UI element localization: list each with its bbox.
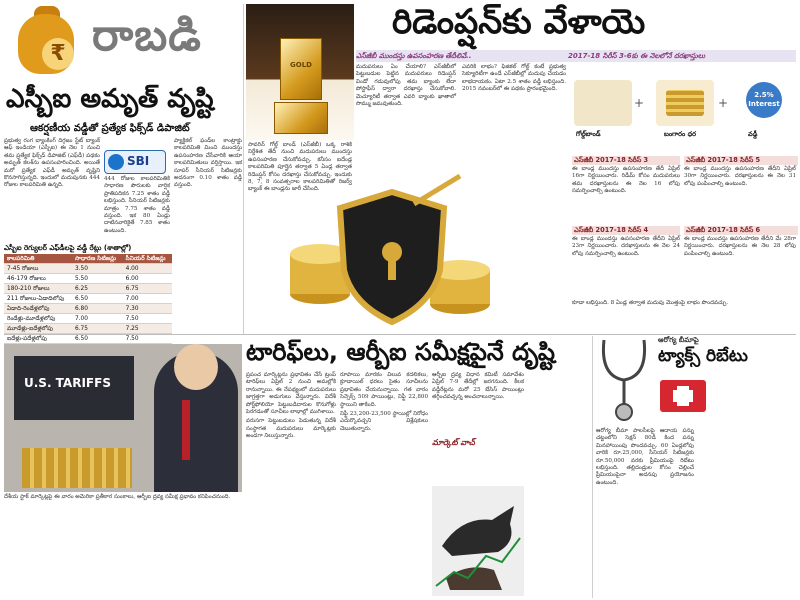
series-3-text: ఈ బాండ్ల ముందస్తు ఉపసంహరణ తేదీ ఏప్రిల్ 16గా నిర్ణయించారు. రిడీమ్ కోసం మదుపరులు తమ దరఖాస్తులను ఈ నెల 16 లోపు సమర్పించాల్సి ఉంటుంది. (572, 166, 680, 195)
rate-general: 6.25 (72, 284, 123, 294)
rate-senior: 7.25 (123, 324, 172, 334)
tariff-paragraph-1b: వరుసగా పెట్టుబడులు పెడుతున్న విదేశీ సంస్థాగత మదుపరులు మార్కెట్లకు అండగా నిలుస్తున్నారు. (246, 418, 336, 440)
rates-table-wrap (4, 254, 172, 344)
gold-paragraph-c: ఎవరికి లాభం? ఫిజికల్ గోల్డ్ కంటే ప్రభుత్వ సెక్యూరిటీగా ఉండే ఎస్‌జీబీల్లో మదుపు చేయడం లాభదాయకం. ఏటా 2.5 శాతం వడ్డీ లభిస్తుంది. 2015 నవంబర్‌లో ఈ పథకం ప్రారంభమైంది. (462, 64, 566, 93)
sbi-logo (104, 150, 166, 174)
rate-tenure: మూడేళ్లు-ఐదేళ్లలోపు (4, 324, 72, 334)
health-col-2 (708, 416, 798, 598)
rate-senior: 7.30 (123, 304, 172, 314)
sbi-body-3 (174, 138, 242, 318)
tariff-board-text: U.S. TARIFFS (24, 376, 111, 390)
rates-header-general: సాధారణ సిటిజన్లు (72, 254, 123, 264)
gold-box-icon (274, 102, 328, 134)
rate-senior: 7.00 (123, 294, 172, 304)
series-3-title: ఎస్‌జీబీ 2017-18 సిరీస్ 3 (572, 156, 680, 165)
rate-senior: 7.50 (123, 334, 172, 344)
rate-general: 5.50 (72, 274, 123, 284)
gold-paragraph-a: సావరిన్ గోల్డ్ బాండ్ (ఎస్‌జీబీ) ఒక్క రాశికి నిర్దేశిత తేదీ నుంచి మదుపరులు ముందస్తు ఉపసంహరణ చేసుకోవచ్చు. కనీసం ఐదేండ్ల కాలపరిమితి పూర్తైన తర్వాత 5 ఏండ్ల తర్వాత రిడెంప్షన్ కోసం దరఖాస్తు చేసుకోవచ్చు. ఇందుకు 8, 7, 8 సంవత్సరాల కాలపరిమితితో రిజర్వ్ బ్యాంక్ ఈ బాండ్లను జారీ చేసింది. (248, 142, 352, 193)
table-row (4, 264, 172, 274)
tariff-col-3 (432, 372, 524, 436)
rate-tenure: ఏడాది-రెండేళ్లలోపు (4, 304, 72, 314)
table-row (4, 304, 172, 314)
interest-icon (734, 80, 792, 126)
series-4-title: ఎస్‌జీబీ 2017-18 సిరీస్ 4 (572, 226, 680, 235)
rate-tenure: రెండేళ్లు-మూడేళ్లలోపు (4, 314, 72, 324)
gold-paragraph-b: మదుపరులు ఏం చేయాలి? ఎస్‌జీబీలో పెట్టుబడుల పెట్టిన మదుపరులు రిడెంప్షన్ విండో గడువులోపు తమ బ్యాంకు లేదా పోస్టాఫీస్ ద్వారా దరఖాస్తు చేసుకోవాలి. మెచ్యూరిటీ తర్వాత ఎవరి బ్యాంకు ఖాతాలో సొమ్ము జమవుతుంది. (356, 64, 456, 108)
health-headline: ట్యాక్స్ రిబేటు (658, 346, 748, 366)
gold-col-b (356, 64, 456, 174)
coin-stack-icon (22, 448, 132, 488)
sbi-keyhole-icon (108, 154, 124, 170)
rate-general: 6.75 (72, 324, 123, 334)
tariff-caption: దేశీయ స్టాక్ మార్కెట్లపై ఈ వారం అమెరికా ప్రతీకార సుంకాలు, ఆర్బీఐ ద్రవ్య సమీక్ష ప్రభావం కనిపించనుంది. (4, 494, 231, 500)
series-6-text: ఈ బాండ్ల ముందస్తు ఉపసంహరణ తేదీని మే 28గా నిర్ణయించారు. దరఖాస్తులను ఈ నెల 28 లోపు పంపించాల్సి ఉంటుంది. (684, 236, 796, 257)
table-row (4, 294, 172, 304)
icon-label-bond: గోల్డ్‌బాండ్ (576, 130, 601, 138)
tariff-col-2 (340, 372, 428, 598)
rates-header-row (4, 254, 172, 264)
table-row (4, 314, 172, 324)
series-6-title: ఎస్‌జీబీ 2017-18 సిరీస్ 6 (684, 226, 798, 235)
stethoscope-image (594, 336, 658, 426)
bull-bear-image (432, 486, 524, 596)
tariff-col-1 (246, 372, 336, 598)
series-5-text: ఈ బాండ్ల ముందస్తు ఉపసంహరణ తేదీని ఏప్రిల్ 30గా నిర్ణయించారు. దరఖాస్తులను ఈ నెల 31 లోపు పంపించాల్సి ఉంటుంది. (684, 166, 796, 187)
tie-icon (182, 400, 190, 460)
sbi-subheadline: ఆకర్షణీయ వడ్డీతో ప్రత్యేక ఫిక్స్‌డ్ డిపాజిట్ (30, 123, 190, 134)
gold-footer-note: కూడా లభిస్తుంది. 8 ఏండ్ల తర్వాత మదుపు మొత్తంపై లాభం పొందవచ్చు. (572, 300, 728, 306)
plus-icon: + (634, 96, 645, 110)
trump-face (174, 344, 218, 390)
money-bag-rupee-icon: ₹ (18, 14, 74, 74)
rate-general: 3.50 (72, 264, 123, 274)
gold-coins-icon (656, 80, 714, 126)
sbi-body-2 (104, 176, 170, 242)
rate-general: 6.50 (72, 334, 123, 344)
table-row (4, 284, 172, 294)
rate-tenure: 7-45 రోజులు (4, 264, 72, 274)
rates-table-title: ఎస్బీఐ రెగ్యులర్ ఎఫ్‌డీలపై వడ్డీ రేట్లు (శాతాల్లో) (4, 244, 242, 254)
series-5-title: ఎస్‌జీబీ 2017-18 సిరీస్ 5 (684, 156, 798, 165)
tariff-headline: టారిఫ్‌లు, ఆర్బీఐ సమీక్షపైనే దృష్టి (246, 338, 556, 366)
tariff-col-4 (528, 372, 590, 598)
icon-label-gold-price: బంగారం ధర (664, 130, 697, 138)
tariff-paragraph-3: ఆర్బీఐ ద్రవ్య విధాన కమిటీ సమావేశం ఏప్రిల్ 7-9 తేదీల్లో జరగనుంది. కీలక వడ్డీరేట్లను మరో 25 బేసిస్ పాయింట్లు తగ్గించవచ్చన్న అంచనాలున్నాయి. (432, 372, 524, 401)
rates-header-senior: సీనియర్ సిటిజన్లు (123, 254, 172, 264)
strap-right: 2017-18 సిరీస్ 3-6కు ఈ నెలలోనే దరఖాస్తులు (568, 52, 706, 60)
key-icon (414, 176, 460, 204)
rate-tenure: 46-179 రోజులు (4, 274, 72, 284)
gold-col-a (248, 142, 352, 193)
rate-senior: 6.75 (123, 284, 172, 294)
strap-left: ఎస్‌జీబీ ముందస్తు ఉపసంహరణ తేదీలివే.. (356, 52, 472, 60)
rate-senior: 7.50 (123, 314, 172, 324)
sbi-headline: ఎస్బీఐ అమృత్ వృష్టి (6, 84, 214, 114)
tariff-board (14, 356, 134, 420)
rate-general: 7.00 (72, 314, 123, 324)
rate-tenure: 211 రోజులు-ఏడాదిలోపు (4, 294, 72, 304)
rate-senior: 4.00 (123, 264, 172, 274)
table-row (4, 324, 172, 334)
tariff-paragraph-2b: నిఫ్టీ 23,200-23,500 స్థాయిల్లో నిరోధం ఎదుర్కొవచ్చని విశ్లేషకులు చెబుతున్నారు. (340, 411, 428, 432)
market-watch-tag: మార్కెట్ వాచ్ (432, 438, 475, 447)
first-aid-kit-icon (660, 380, 706, 412)
tariff-image (4, 344, 242, 492)
masthead-icon (4, 4, 92, 80)
gold-bond-icons (572, 76, 798, 156)
gold-bar-icon (280, 38, 322, 100)
interest-badge: 2.5% Interest (746, 82, 782, 118)
tariff-paragraph-1: ప్రపంచ మార్కెట్లను ప్రభావితం చేసే ట్రంప్ టారిఫ్‌లు ఏప్రిల్ 2 నుంచి అమల్లోకి రానున్నాయి. ఈ నేపథ్యంలో మదుపరులు జాగ్రత్తగా అడుగులు వేస్తున్నారు. విదేశీ పోర్ట్‌ఫోలియో పెట్టుబడిదారుల కొనుగోళ్లు పెరగడంతో సూచీలు లాభాల్లో ముగిశాయి. (246, 372, 336, 416)
gold-bond-headline: రిడెంప్షన్‌కు వేళాయె (392, 2, 646, 42)
gold-bond-strap (356, 50, 796, 62)
gold-handover-image (246, 4, 354, 140)
rates-table (4, 254, 172, 344)
health-title (658, 336, 800, 372)
tariff-paragraph-2: రూపాయి మారకం విలువ కదలికలు, క్రూడాయిల్ ధరలు సైతం సూచీలను ప్రభావితం చేయనున్నాయి. గత వారం సెన్సెక్స్ 509 పాయింట్లు, నిఫ్టీ 22,800 స్థాయిని తాకింది. (340, 372, 428, 408)
sbi-paragraph-2: 444 రోజుల కాలపరిమితికి సాధారణ పౌరులకు వార్షిక ప్రాతిపదికన 7.25 శాతం వడ్డీ లభిస్తుంది. సీనియర్ సిటిజన్లకు మాత్రం 7.75 శాతం వడ్డీ వస్తుంది. ఇక 80 ఏండ్లు దాటినవారికైతే 7.85 శాతం ఉంటుంది. (104, 176, 170, 234)
sbi-paragraph-1: ప్రభుత్వ రంగ బ్యాంకింగ్ దిగ్గజం స్టేట్ బ్యాంక్ ఆఫ్ ఇండియా (ఎస్బీఐ) ఈ నెల 1 నుంచి తమ ప్రత్యేక ఫిక్స్‌డ్ డిపాజిట్ (ఎఫ్‌డీ) పథకం అమృత్ కలశ్‌ను ఉపసంహరించింది. అయితే మరో ప్రత్యేక ఎఫ్‌డీ అమృత్ వృష్టిని కొనసాగిస్తున్నది. ఇందులో మదుపునకు 444 రోజుల కాలపరిమితి ఉన్నది. (4, 138, 100, 189)
bond-certificate-icon (574, 80, 632, 126)
table-row (4, 274, 172, 284)
masthead-title: రాబడి (92, 10, 202, 61)
plus-icon: + (718, 96, 729, 110)
sbi-body-tail (174, 318, 242, 332)
health-col-1 (596, 428, 694, 598)
sbi-body-1 (4, 138, 100, 242)
stethoscope-icon (594, 336, 658, 426)
sbi-paragraph-3: ప్యాక్టికల్ ఫండ్‌ల కాంట్రాక్టు కాలపరిమితి మించి ముందస్తు ఉపసంహరణ చేసేవారికి ఆయా కాలపరిమితులు వర్తిస్తాయి. ఇక సూపర్ సీనియర్ సిటిజన్లకు అదనంగా 0.10 శాతం వడ్డీ వస్తుంది. (174, 138, 242, 189)
rate-tenure: 180-210 రోజులు (4, 284, 72, 294)
gold-bar-label: GOLD (290, 61, 312, 69)
gold-shield-image (284, 174, 500, 330)
rates-header-tenure: కాలపరిమితి (4, 254, 72, 264)
rate-tenure: ఐదేళ్లు-పదేళ్లలోపు (4, 334, 72, 344)
rate-general: 6.50 (72, 294, 123, 304)
icon-label-interest: వడ్డీ (748, 130, 758, 138)
rate-senior: 6.00 (123, 274, 172, 284)
rate-general: 6.80 (72, 304, 123, 314)
sbi-logo-text: SBI (127, 154, 150, 168)
health-kicker: ఆరోగ్య బీమాపై (658, 336, 699, 344)
table-row (4, 334, 172, 344)
health-paragraph: ఆరోగ్య బీమా పాలసీలపై ఆదాయ పన్ను చట్టంలోని సెక్షన్ 80డీ కింద పన్ను మినహాయింపు పొందవచ్చు. 60 ఏండ్లలోపు వారికి రూ.25,000, సీనియర్ సిటిజన్లకు రూ.50,000 వరకు ప్రీమియంపై రిబేటు లభిస్తుంది. తల్లిదండ్రుల కోసం చెల్లించే ప్రీమియంపైనా అదనపు ప్రయోజనం ఉంటుంది. (596, 428, 694, 486)
series-4-text: ఈ బాండ్ల ముందస్తు ఉపసంహరణ తేదీని ఏప్రిల్ 23గా నిర్ణయించారు. దరఖాస్తులను ఈ నెల 24 లోపు సమర్పించాల్సి ఉంటుంది. (572, 236, 680, 257)
